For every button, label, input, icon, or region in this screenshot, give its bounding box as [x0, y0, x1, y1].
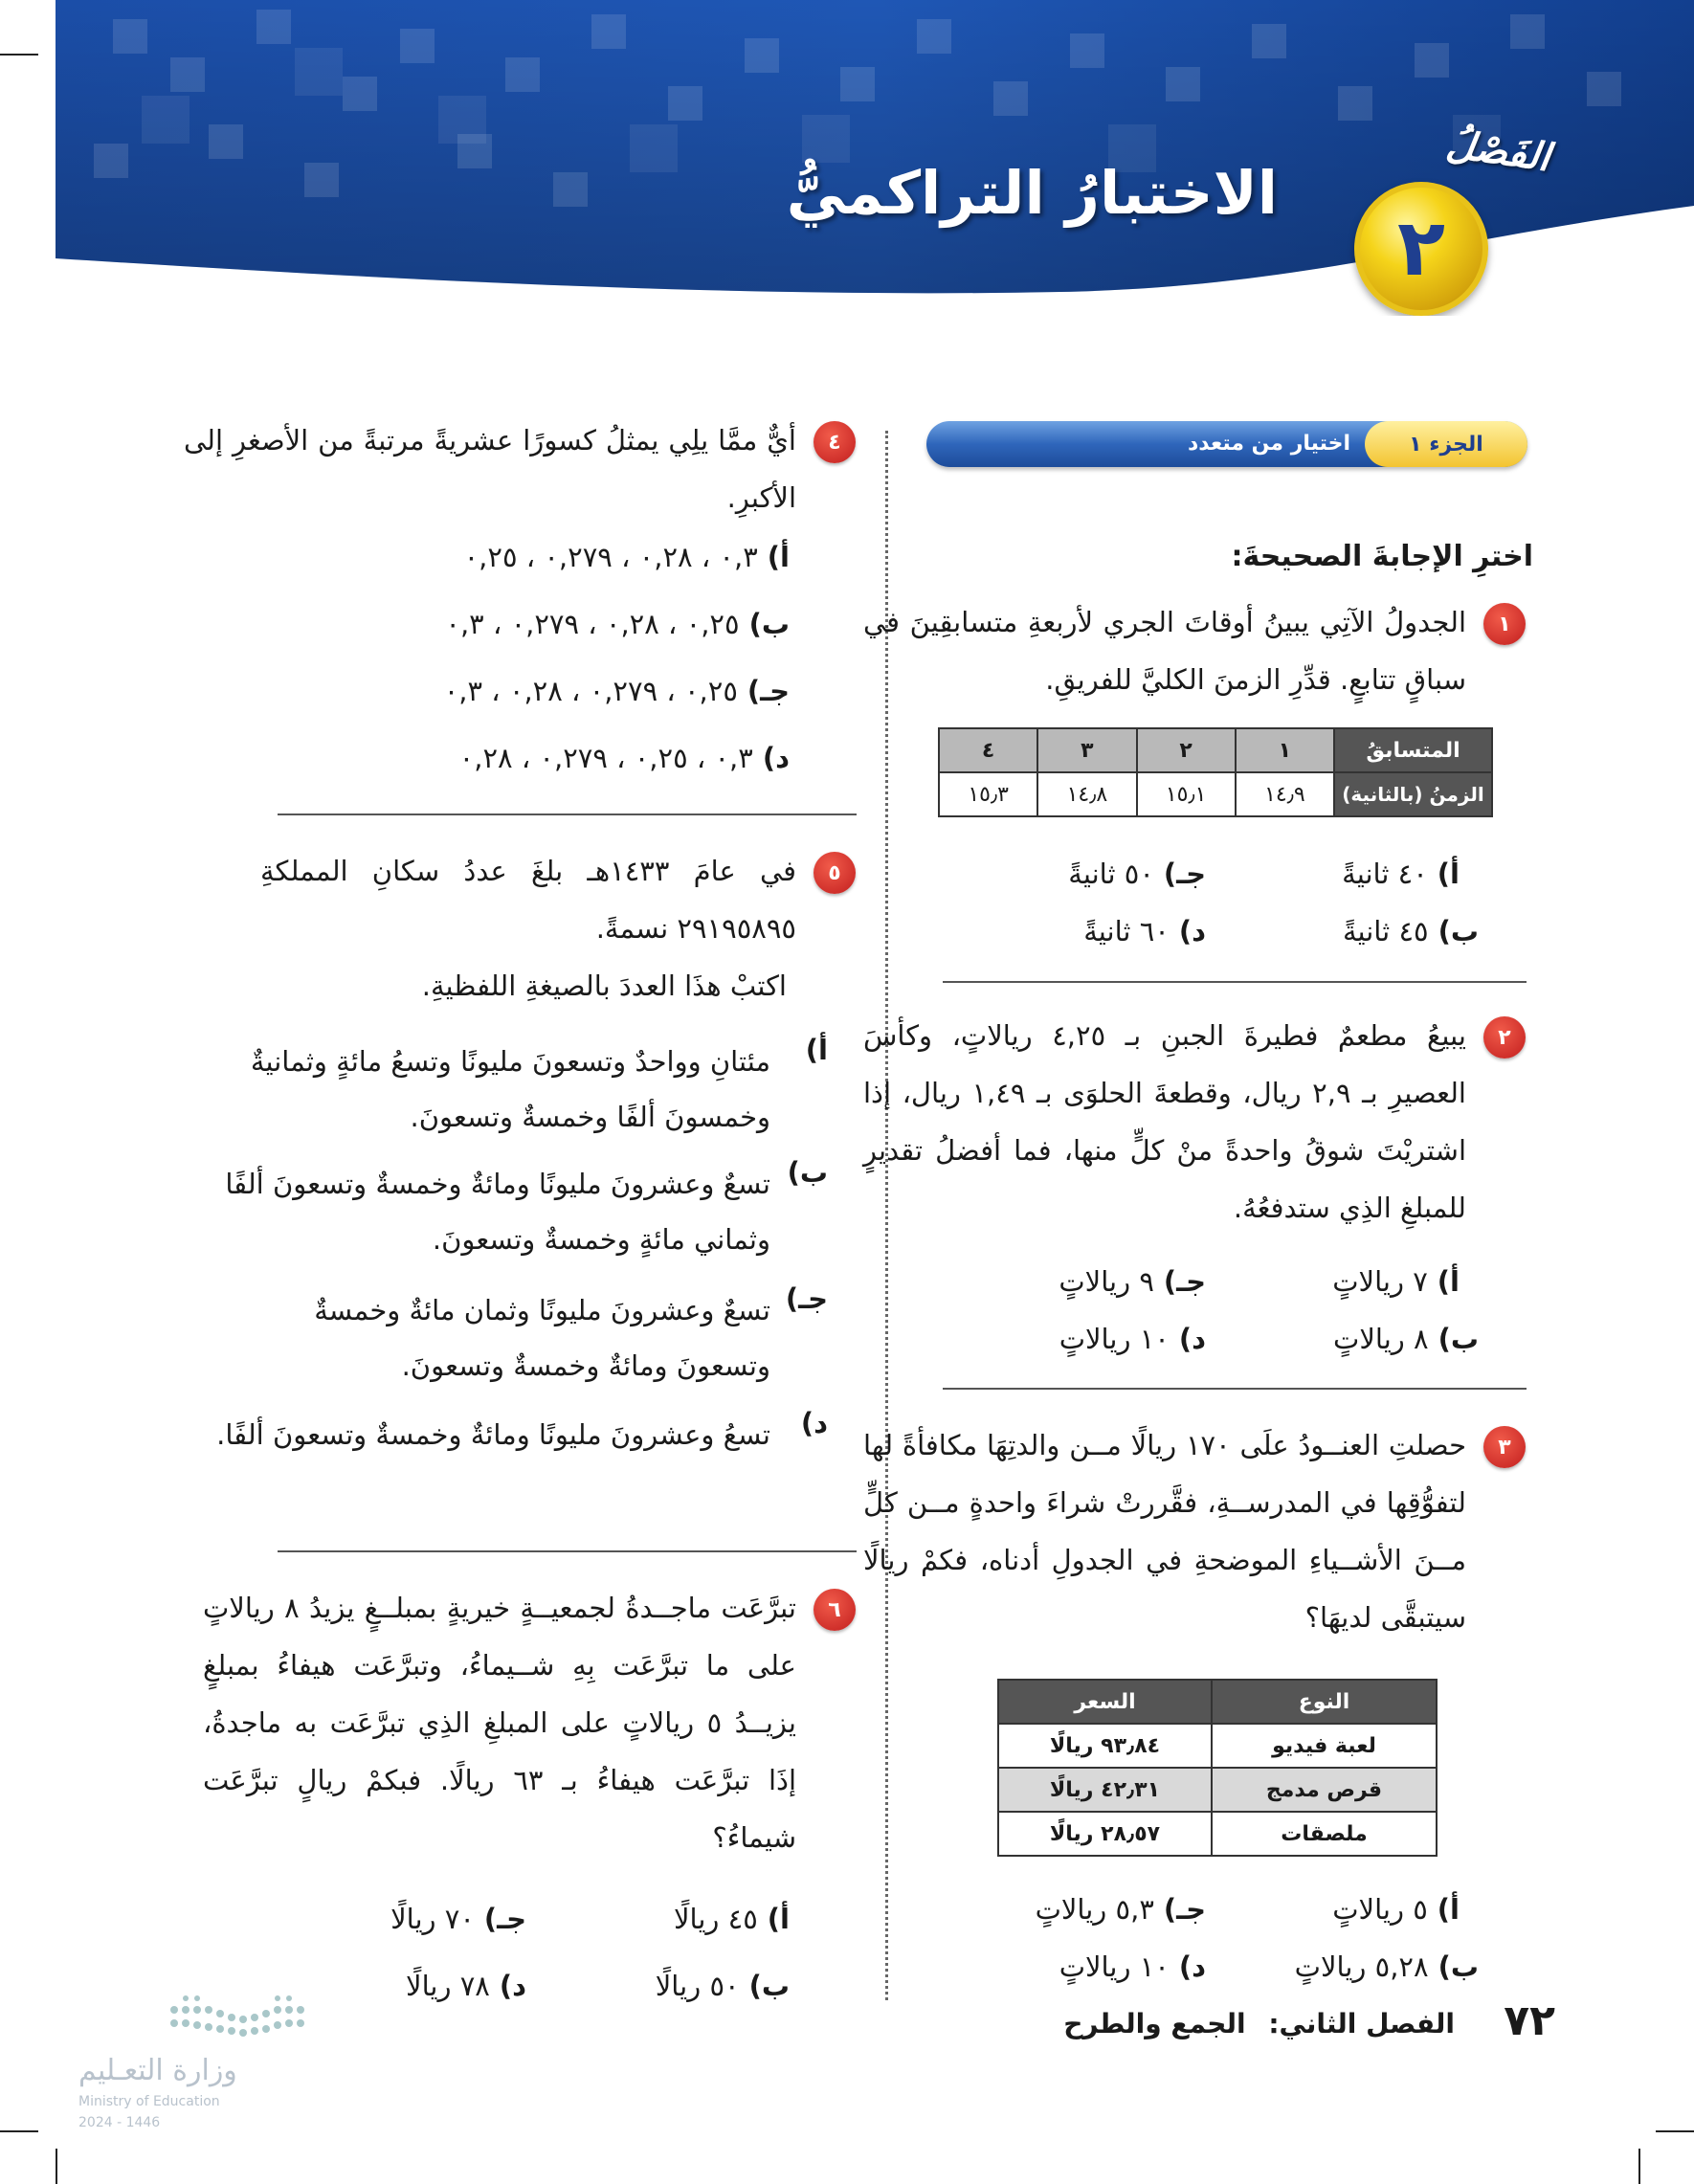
question-number: ٣: [1483, 1426, 1526, 1468]
option-text: تسعٌ وعشرونَ مليونًا وثمان مائةٌ وخمسةٌ وتسعونَ ومائةٌ وخمسةٌ وتسعونَ.: [314, 1294, 770, 1382]
option-text: ٤٥ ثانيةً: [1342, 915, 1429, 947]
option[interactable]: [215, 1282, 828, 1393]
crop-mark: [1638, 2149, 1640, 2184]
option[interactable]: [1036, 1893, 1206, 1926]
question-text: يبيعُ مطعمٌ فطيرةَ الجبنِ بـ ٤,٢٥ ريالاتٍ، وكأسَ العصيرِ بـ ٢,٩ ريال، وقطعةَ الحلوَى بـ ١,٤٩ ريال، إذا اشتريْتَ شوقُ واحدةً منْ كلٍّ منها، فما أفضلُ تقديرٍ للمبلغِ الذِي ستدفعُهُ.: [863, 1019, 1466, 1224]
question-prompt: اكتبْ هذَا العددَ بالصيغةِ اللفظيةِ.: [421, 969, 787, 1002]
option-text: ٠,٢٥ ، ٠,٢٨ ، ٠,٢٧٩ ، ٠,٣: [445, 608, 740, 640]
ministry-logo: [78, 1991, 327, 2134]
option[interactable]: [464, 541, 790, 573]
option-letter: أ): [767, 541, 790, 573]
option[interactable]: [1059, 1323, 1206, 1355]
divider: [943, 1388, 1527, 1390]
crop-mark: [56, 2149, 57, 2184]
question-text: أيٌّ ممَّا يلِي يمثلُ كسورًا عشريةً مرتبةً من الأصغرِ إلى الأكبرِ.: [184, 424, 796, 514]
option-letter: ب): [1438, 1950, 1479, 1983]
option-text: ٥٠ ثانيةً: [1068, 858, 1154, 890]
footer-chapter-name: الجمع والطرح: [1063, 2008, 1246, 2039]
option-text: ١٠ ريالاتٍ: [1059, 1323, 1170, 1355]
option-text: ٤٠ ثانيةً: [1342, 858, 1428, 890]
option[interactable]: [1342, 858, 1460, 890]
option-letter: أ): [1437, 1265, 1460, 1298]
option-letter: أ): [1437, 1893, 1460, 1926]
option[interactable]: [1332, 1265, 1460, 1298]
part-label: اختيار من متعدد: [1187, 432, 1350, 456]
crop-mark: [0, 54, 38, 56]
table-cell: ١٤٫٩: [1236, 772, 1334, 816]
divider: [278, 1550, 857, 1552]
logo-dots-icon: [165, 1991, 394, 2048]
option[interactable]: [1343, 915, 1479, 947]
option[interactable]: [444, 675, 790, 707]
option[interactable]: [406, 1970, 526, 2002]
option-text: ١٠ ريالاتٍ: [1059, 1950, 1170, 1983]
option[interactable]: [1059, 1950, 1206, 1983]
table-cell: ١٤٫٨: [1037, 772, 1136, 816]
table-header: المتسابقُ: [1334, 728, 1492, 772]
table-cell: ٤٢٫٣١ ريالًا: [998, 1768, 1212, 1812]
option-letter: جـ): [785, 1282, 828, 1315]
option-letter: أ): [1437, 858, 1460, 890]
crop-mark: [0, 2130, 38, 2132]
option-text: ٠,٢٥ ، ٠,٢٧٩ ، ٠,٢٨ ، ٠,٣: [443, 675, 738, 707]
option-text: مئتانِ وواحدٌ وتسعونَ مليونًا وتسعُ مائةٍ وثمانيةٌ وخمسونَ ألفًا وخمسةٌ وتسعونَ.: [250, 1045, 770, 1133]
table-header: الزمنُ (بالثانية): [1334, 772, 1492, 816]
option-letter: ب): [787, 1156, 828, 1189]
option-text: تسعُ وعشرونَ مليونًا ومائةٌ وخمسةٌ وتسعونَ ألفًا.: [216, 1418, 770, 1451]
table-cell: ٤: [939, 728, 1037, 772]
option[interactable]: [1332, 1893, 1460, 1926]
question-number: ٦: [814, 1589, 856, 1631]
question-number: ٢: [1483, 1016, 1526, 1059]
table-cell: ١٥٫١: [1137, 772, 1236, 816]
page-number: ٧٢: [1504, 1996, 1555, 2045]
option-letter: د): [1178, 1950, 1206, 1983]
option[interactable]: [1083, 915, 1206, 947]
option-text: ٧٠ ريالًا: [390, 1903, 475, 1935]
chapter-word: الفَصْلُ: [1443, 122, 1553, 181]
option[interactable]: [445, 608, 790, 640]
option-text: ٨ ريالاتٍ: [1333, 1323, 1429, 1355]
option-letter: ب): [748, 1970, 790, 2002]
footer-chapter-label: الفصل الثاني:: [1268, 2008, 1455, 2039]
table-row: [998, 1724, 1437, 1768]
table-cell: ٩٣٫٨٤ ريالًا: [998, 1724, 1212, 1768]
option[interactable]: [1068, 858, 1206, 890]
logo-year: 2024 - 1446: [78, 2115, 161, 2130]
table-cell: ١: [1236, 728, 1334, 772]
question-number: ١: [1483, 603, 1526, 645]
option-letter: ب): [748, 608, 790, 640]
option[interactable]: [674, 1903, 790, 1935]
runners-table: [938, 727, 1493, 817]
option[interactable]: [1059, 1265, 1206, 1298]
table-row: [939, 728, 1492, 772]
items-table: [997, 1679, 1438, 1857]
table-cell: ٣: [1037, 728, 1136, 772]
option-text: ٤٥ ريالًا: [673, 1903, 758, 1935]
question-number: ٤: [814, 421, 856, 463]
chapter-banner: [56, 0, 1694, 316]
option-letter: ب): [1438, 1323, 1479, 1355]
question-text: حصلتِ العنــودُ علَى ١٧٠ ريالًا مــن والدتِهَا مكافأةً لها لتفوُّقِها في المدرســةِ، فقَّررتْ شراءَ واحدةٍ مــن كلٍّ مــنَ الأشــياءِ الموضحةِ في الجدولِ أدناه، فكمْ ريالًا سيتبقَّى لديهَا؟: [863, 1429, 1466, 1634]
table-row: [939, 772, 1492, 816]
chapter-number-badge: [1354, 182, 1488, 316]
instruction: اخترِ الإجابةَ الصحيحةَ:: [1231, 540, 1533, 573]
option-text: ٠,٣ ، ٠,٢٨ ، ٠,٢٧٩ ، ٠,٢٥: [463, 541, 758, 573]
option-text: ٧ ريالاتٍ: [1332, 1265, 1428, 1298]
option[interactable]: [215, 1407, 828, 1462]
option-letter: جـ): [1163, 1893, 1206, 1926]
option-letter: جـ): [747, 675, 790, 707]
option[interactable]: [215, 1156, 828, 1267]
option[interactable]: [459, 742, 790, 774]
footer-chapter: [1063, 2008, 1455, 2039]
option[interactable]: [215, 1034, 828, 1145]
table-cell: لعبة فيديو: [1212, 1724, 1437, 1768]
option-text: ٥,٢٨ ريالاتٍ: [1294, 1950, 1429, 1983]
option-letter: أ): [767, 1903, 790, 1935]
option-letter: د): [1178, 915, 1206, 947]
chapter-title: الاختبارُ التراكميُّ: [786, 158, 1278, 228]
table-header: النوع: [1212, 1680, 1437, 1724]
question-number: ٥: [814, 852, 856, 894]
option[interactable]: [1295, 1950, 1479, 1983]
option-letter: جـ): [1163, 858, 1206, 890]
question-text: في عامَ ١٤٣٣هـ بلغَ عددُ سكانِ المملكةِ ٢٩١٩٥٨٩٥ نسمةً.: [260, 855, 796, 945]
logo-arabic: وزارة التعـليم: [78, 2054, 237, 2087]
option-text: ٠,٣ ، ٠,٢٥ ، ٠,٢٧٩ ، ٠,٢٨: [458, 742, 753, 774]
table-row: [998, 1812, 1437, 1856]
table-cell: ٢: [1137, 728, 1236, 772]
option-text: ٥ ريالاتٍ: [1332, 1893, 1428, 1926]
option-text: تسعٌ وعشرونَ مليونًا ومائةٌ وخمسةٌ وتسعونَ ألفًا وثماني مائةٍ وخمسةٌ وتسعونَ.: [225, 1168, 770, 1256]
question-text: الجدولُ الآتِي يبينُ أوقاتَ الجري لأربعةِ متسابقِينَ في سباقٍ تتابعٍ. قدِّرِ الزمنَ الكليَّ للفريقِ.: [863, 606, 1466, 696]
option-letter: أ): [805, 1034, 828, 1066]
option-letter: د): [1178, 1323, 1206, 1355]
option-text: ٩ ريالاتٍ: [1059, 1265, 1154, 1298]
divider: [278, 813, 857, 815]
option-letter: جـ): [1163, 1265, 1206, 1298]
option[interactable]: [390, 1903, 526, 1935]
logo-english: Ministry of Education: [78, 2094, 220, 2109]
option[interactable]: [656, 1970, 790, 2002]
option-text: ٥٠ ريالًا: [655, 1970, 740, 2002]
option[interactable]: [1333, 1323, 1479, 1355]
table-row: [998, 1768, 1437, 1812]
option-text: ٧٨ ريالًا: [406, 1970, 490, 2002]
table-cell: قرص مدمج: [1212, 1768, 1437, 1812]
option-letter: د): [762, 742, 790, 774]
option-letter: د): [800, 1407, 828, 1439]
option-letter: جـ): [483, 1903, 526, 1935]
part-header: [926, 421, 1527, 467]
question-text: تبرَّعَت ماجــدةُ لجمعيــةٍ خيريةٍ بمبلــغٍ يزيدُ ٨ ريالاتٍ على ما تبرَّعَت بِهِ شــيماءُ، وتبرَّعَت هيفاءُ بمبلغٍ يزيــدُ ٥ ريالاتٍ على المبلغِ الذِي تبرَّعَت به ماجدةُ، إذَا تبرَّعَت هيفاءُ بـ ٦٣ ريالًا. فبكمْ ريالٍ تبرَّعَت شيماءُ؟: [203, 1592, 796, 1854]
part-tab: الجزء ١: [1365, 421, 1527, 467]
table-cell: ملصقات: [1212, 1812, 1437, 1856]
option-text: ٥,٣ ريالاتٍ: [1035, 1893, 1154, 1926]
divider: [943, 981, 1527, 983]
table-row: [998, 1680, 1437, 1724]
table-header: السعر: [998, 1680, 1212, 1724]
table-cell: ١٥٫٣: [939, 772, 1037, 816]
option-letter: ب): [1438, 915, 1479, 947]
option-letter: د): [499, 1970, 526, 2002]
chapter-number: ٢: [1396, 203, 1446, 294]
table-cell: ٢٨٫٥٧ ريالًا: [998, 1812, 1212, 1856]
option-text: ٦٠ ثانيةً: [1083, 915, 1170, 947]
crop-mark: [1656, 2130, 1694, 2132]
